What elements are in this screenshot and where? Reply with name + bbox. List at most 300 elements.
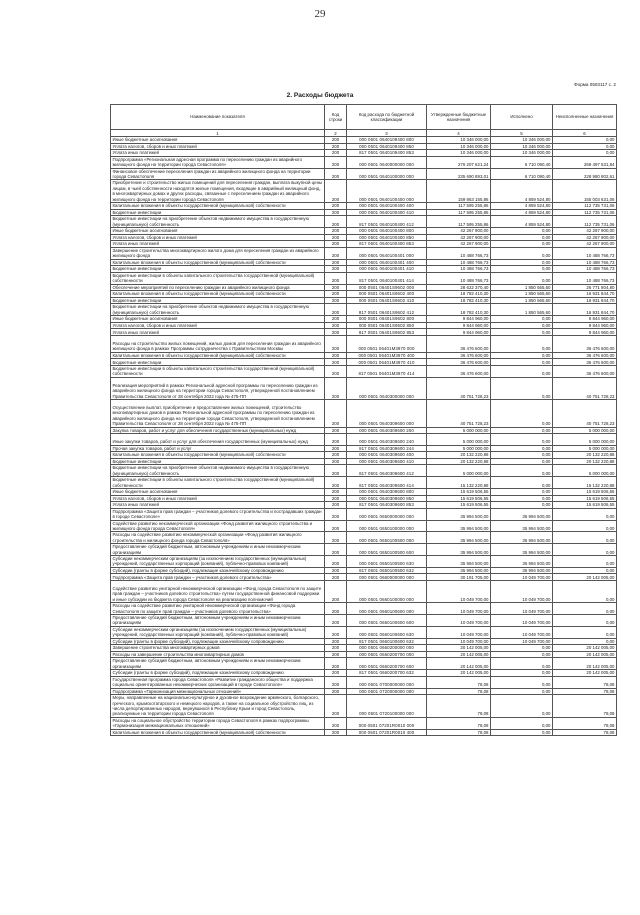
row-approved-cell: 36 476 600,00 [427, 336, 491, 353]
row-class-code-cell: 000 0501 06401S9602 850 [347, 322, 427, 329]
row-class-code-cell: 000 0501 06401S9602 400 [347, 291, 427, 298]
row-executed-cell: 0,00 [491, 452, 553, 459]
col-header-executed: Исполнено [491, 105, 553, 130]
row-approved-cell: 42 267 900,00 [427, 228, 491, 235]
row-unexecuted-cell: 15 132 220,88 [553, 477, 617, 489]
row-name-cell: Бюджетные инвестиции [111, 458, 325, 465]
row-class-code-cell: 000 0501 0640309600 000 [347, 399, 427, 427]
row-unexecuted-cell: 36 476 600,00 [553, 359, 617, 366]
row-approved-cell: 28 622 370,40 [427, 284, 491, 291]
table-row [111, 508, 617, 520]
row-unexecuted-cell: 0,00 [553, 581, 617, 603]
row-approved-cell: 117 595 255,86 [427, 203, 491, 210]
row-code-cell: 200 [325, 495, 347, 502]
row-approved-cell: 5 000 000,00 [427, 427, 491, 434]
row-code-cell: 200 [325, 216, 347, 228]
row-code-cell: 200 [325, 488, 347, 495]
row-unexecuted-cell: 5 000 000,00 [553, 434, 617, 445]
col-header-unexecuted: Неисполненные назначения [553, 105, 617, 130]
row-class-code-cell: 817 0501 0640109400 853 [347, 150, 427, 157]
row-approved-cell: 78,08 [427, 688, 491, 695]
row-unexecuted-cell: 36 476 600,00 [553, 365, 617, 377]
row-executed-cell: 10 049 700,00 [491, 615, 553, 627]
table-body [111, 137, 617, 736]
row-code-cell: 200 [325, 427, 347, 434]
row-unexecuted-cell: 78,08 [553, 688, 617, 695]
row-class-code-cell: 000 0501 0640100400 800 [347, 228, 427, 235]
row-class-code-cell: 000 0501 06401M3970 410 [347, 359, 427, 366]
row-name-cell: Расходы на содействие развитию некоммерческой организации «Фонд развития жилищного строительства и жилищного фонда города Севастополя» [111, 532, 325, 544]
column-number: 4 [427, 130, 491, 137]
row-approved-cell: 5 000 000,00 [427, 445, 491, 452]
row-executed-cell: 6 710 090,40 [491, 168, 553, 180]
table-row [111, 180, 617, 203]
row-code-cell: 200 [325, 445, 347, 452]
row-class-code-cell: 000 0501 0650100500 600 [347, 544, 427, 556]
col-header-name: Наименование показателя [111, 105, 325, 130]
row-name-cell: Субсидии (гранты в форме субсидий), подлежащие казначейскому сопровождению [111, 670, 325, 677]
row-code-cell: 200 [325, 615, 347, 627]
row-class-code-cell: 000 0501 0720100000 000 [347, 695, 427, 718]
column-number: 3 [347, 130, 427, 137]
row-name-cell: Уплата налогов, сборов и иных платежей [111, 234, 325, 241]
row-unexecuted-cell: 0,00 [553, 626, 617, 638]
row-executed-cell: 4 859 524,80 [491, 209, 553, 216]
row-unexecuted-cell: 10 488 766,73 [553, 272, 617, 284]
row-executed-cell: 4 859 524,80 [491, 203, 553, 210]
row-name-cell: Бюджетные инвестиции [111, 359, 325, 366]
row-name-cell: Содействие развитию некоммерческой организации «Фонд развития жилищного строительства и жилищного фонда города Севастополя» [111, 520, 325, 532]
row-code-cell: 200 [325, 688, 347, 695]
row-approved-cell: 9 844 960,00 [427, 316, 491, 323]
row-name-cell: Подпрограмма «Гармонизация межнациональных отношений» [111, 688, 325, 695]
row-executed-cell: 0,00 [491, 359, 553, 366]
row-approved-cell: 36 476 600,00 [427, 352, 491, 359]
row-unexecuted-cell: 0,00 [553, 603, 617, 615]
row-class-code-cell: 000 0501 0660100600 000 [347, 603, 427, 615]
row-approved-cell: 42 267 900,00 [427, 234, 491, 241]
table-row [111, 658, 617, 670]
table-row [111, 209, 617, 216]
row-class-code-cell: 817 0501 0640309600 853 [347, 502, 427, 509]
row-class-code-cell: 000 0501 0660200700 000 [347, 651, 427, 658]
row-name-cell: Завершение строительства многоквартирных домов [111, 645, 325, 652]
row-code-cell: 200 [325, 567, 347, 574]
table-row [111, 717, 617, 729]
table-row [111, 452, 617, 459]
row-executed-cell: 0,00 [491, 651, 553, 658]
row-code-cell: 200 [325, 284, 347, 291]
row-unexecuted-cell: 0,00 [553, 638, 617, 645]
row-name-cell: Государственная программа города Севастополя «Развитие гражданского общества и поддержка социально ориентированных некоммерческих организаций в городе Севастополе» [111, 676, 325, 688]
table-row [111, 156, 617, 168]
row-unexecuted-cell: 78,08 [553, 676, 617, 688]
row-unexecuted-cell: 20 142 005,00 [553, 670, 617, 677]
row-name-cell: Обеспечение мероприятий по переселению граждан из аварийного жилищного фонда [111, 284, 325, 291]
table-row [111, 670, 617, 677]
row-class-code-cell: 000 0501 06401S9602 410 [347, 297, 427, 304]
row-class-code-cell: 000 0501 0640100401 410 [347, 266, 427, 273]
row-approved-cell: 18 782 410,30 [427, 291, 491, 298]
row-class-code-cell: 000 0501 0700000000 000 [347, 676, 427, 688]
row-approved-cell: 235 690 893,01 [427, 168, 491, 180]
row-class-code-cell: 817 0501 0640100400 412 [347, 216, 427, 228]
row-code-cell: 200 [325, 465, 347, 477]
row-name-cell: Бюджетные инвестиции [111, 297, 325, 304]
table-row [111, 399, 617, 427]
row-code-cell: 200 [325, 266, 347, 273]
row-unexecuted-cell: 20 142 005,00 [553, 658, 617, 670]
row-class-code-cell: 000 0501 0640109400 800 [347, 137, 427, 144]
row-name-cell: Предоставление субсидий бюджетным, автономным учреждениям и иным некоммерческим организациям [111, 544, 325, 556]
row-approved-cell: 10 346 000,00 [427, 143, 491, 150]
row-code-cell: 200 [325, 508, 347, 520]
table-row [111, 203, 617, 210]
row-unexecuted-cell: 9 844 960,00 [553, 322, 617, 329]
row-name-cell: Иные бюджетные ассигнования [111, 316, 325, 323]
row-name-cell: Субсидии некоммерческим организациям (за исключением государственных (муниципальных) учреждений, государственных корпораций (компаний), публично-правовых компаний) [111, 556, 325, 568]
row-executed-cell: 0,00 [491, 241, 553, 248]
row-name-cell: Расходы на строительство жилых помещений, жилых домов для переселения граждан из аварийного жилищного фонда в рамках Программы сотрудничества с Правительством Москвы [111, 336, 325, 353]
row-approved-cell: 10 488 766,73 [427, 259, 491, 266]
row-executed-cell: 0,00 [491, 488, 553, 495]
row-unexecuted-cell: 15 619 506,55 [553, 502, 617, 509]
row-executed-cell: 0,00 [491, 336, 553, 353]
row-executed-cell: 0,00 [491, 445, 553, 452]
row-approved-cell: 35 994 500,00 [427, 508, 491, 520]
table-row [111, 567, 617, 574]
row-code-cell: 200 [325, 544, 347, 556]
form-label: Форма 0503117 с. 2 [574, 82, 616, 87]
row-executed-cell: 0,00 [491, 645, 553, 652]
table-row [111, 445, 617, 452]
row-approved-cell: 20 132 220,88 [427, 452, 491, 459]
row-unexecuted-cell: 20 142 005,00 [553, 645, 617, 652]
row-name-cell: Бюджетные инвестиции на приобретение объектов недвижимого имущества в государственную (муниципальную) собственность [111, 216, 325, 228]
row-name-cell: Закупка товаров, работ и услуг для обеспечения государственных (муниципальных) нужд [111, 427, 325, 434]
table-row [111, 465, 617, 477]
row-executed-cell: 0,00 [491, 427, 553, 434]
row-name-cell: Содействие развитию унитарной некоммерческой организации «Фонд города Севастополя по защите прав граждан – участников долевого строительства» путем государственной финансовой поддержки и иные субсидии из бюджета города Севастополя на реализацию полномочий [111, 581, 325, 603]
table-row [111, 272, 617, 284]
row-name-cell: Капитальные вложения в объекты государственной (муниципальной) собственности [111, 352, 325, 359]
row-code-cell: 200 [325, 322, 347, 329]
row-name-cell: Расходы на содействие развитию унитарной некоммерческой организации «Фонд города Севастополя по защите прав граждан – участников долевого строительства» [111, 603, 325, 615]
row-approved-cell: 5 000 000,00 [427, 434, 491, 445]
table-row [111, 434, 617, 445]
row-approved-cell: 9 844 960,00 [427, 322, 491, 329]
row-code-cell: 200 [325, 168, 347, 180]
row-class-code-cell: 000 0501 0640100400 850 [347, 234, 427, 241]
row-name-cell: Бюджетные инвестиции [111, 266, 325, 273]
row-executed-cell: 0,00 [491, 477, 553, 489]
row-approved-cell: 10 049 700,00 [427, 615, 491, 627]
row-approved-cell: 15 619 506,55 [427, 488, 491, 495]
row-code-cell: 200 [325, 377, 347, 399]
row-code-cell: 200 [325, 203, 347, 210]
row-executed-cell: 4 859 524,80 [491, 180, 553, 203]
row-class-code-cell: 000 0501 0650000000 000 [347, 508, 427, 520]
table-row [111, 329, 617, 336]
table-row [111, 234, 617, 241]
row-name-cell: Иные бюджетные ассигнования [111, 488, 325, 495]
row-approved-cell: 20 142 005,00 [427, 670, 491, 677]
row-name-cell: Меры, направленные на национально-культурное и духовное возрождение армянского, болгарского, греческого, крымскотатарского и немецкого народов, а также на социальное обустройство лиц, из числа депортированных народов, вернувшихся в Республику Крым и город Севастополь, реализуемые на территории города Севастополя [111, 695, 325, 718]
row-name-cell: Предоставление субсидий бюджетным, автономным учреждениям и иным некоммерческим организациям [111, 615, 325, 627]
row-class-code-cell: 000 0501 0640100401 400 [347, 259, 427, 266]
row-unexecuted-cell: 112 735 731,06 [553, 209, 617, 216]
row-code-cell: 200 [325, 352, 347, 359]
row-code-cell: 200 [325, 180, 347, 203]
row-executed-cell: 6 710 090,40 [491, 156, 553, 168]
table-row [111, 603, 617, 615]
table-row [111, 150, 617, 157]
row-code-cell: 200 [325, 272, 347, 284]
row-executed-cell: 0,00 [491, 247, 553, 259]
row-class-code-cell: 000 0501 0640100400 400 [347, 203, 427, 210]
row-unexecuted-cell: 20 132 220,88 [553, 458, 617, 465]
row-code-cell: 200 [325, 532, 347, 544]
row-code-cell: 200 [325, 603, 347, 615]
row-code-cell: 200 [325, 143, 347, 150]
row-name-cell: Бюджетные инвестиции на приобретение объектов недвижимого имущества в государственную (муниципальную) собственность [111, 304, 325, 316]
row-name-cell: Уплата налогов, сборов и иных платежей [111, 143, 325, 150]
row-code-cell: 200 [325, 520, 347, 532]
row-name-cell: Уплата налогов, сборов и иных платежей [111, 322, 325, 329]
row-unexecuted-cell: 0,00 [553, 567, 617, 574]
row-name-cell: Уплата иных платежей [111, 241, 325, 248]
row-name-cell: Приобретение и строительство жилых помещений для переселения граждан, выплата выкупной цены лицам, в чьей собственности находятся жилые помещения, входящие в аварийный жилищный фонд, в многоквартирных домах и других расходы, связанные с переселением граждан из аварийного жилищного фонда на территории города Севастополя [111, 180, 325, 203]
row-code-cell: 200 [325, 645, 347, 652]
header-row [111, 105, 617, 130]
row-class-code-cell: 000 0501 0660200700 600 [347, 658, 427, 670]
row-executed-cell: 35 994 500,00 [491, 544, 553, 556]
row-approved-cell: 20 142 005,00 [427, 645, 491, 652]
row-approved-cell: 36 476 600,00 [427, 365, 491, 377]
row-approved-cell: 18 782 410,30 [427, 304, 491, 316]
row-code-cell: 200 [325, 209, 347, 216]
row-executed-cell: 0,00 [491, 695, 553, 718]
row-name-cell: Иные бюджетные ассигнования [111, 137, 325, 144]
row-executed-cell: 1 850 565,60 [491, 291, 553, 298]
row-executed-cell: 10 346 000,00 [491, 143, 553, 150]
row-unexecuted-cell: 16 931 844,70 [553, 304, 617, 316]
row-approved-cell: 35 994 500,00 [427, 520, 491, 532]
row-code-cell: 200 [325, 638, 347, 645]
row-unexecuted-cell: 40 751 728,23 [553, 377, 617, 399]
row-class-code-cell: 000 0501 06401S9602 800 [347, 316, 427, 323]
table-row [111, 427, 617, 434]
row-name-cell: Субсидии (гранты в форме субсидий), подлежащие казначейскому сопровождению [111, 567, 325, 574]
row-class-code-cell: 000 0501 0640309600 240 [347, 434, 427, 445]
row-executed-cell: 0,00 [491, 266, 553, 273]
row-code-cell: 200 [325, 574, 347, 581]
row-class-code-cell: 817 0501 0640100400 853 [347, 241, 427, 248]
row-unexecuted-cell: 42 267 900,00 [553, 241, 617, 248]
row-approved-cell: 40 751 728,23 [427, 377, 491, 399]
table-row [111, 137, 617, 144]
row-class-code-cell: 000 0501 0660100600 630 [347, 626, 427, 638]
row-executed-cell: 0,00 [491, 458, 553, 465]
row-executed-cell: 0,00 [491, 502, 553, 509]
row-executed-cell: 0,00 [491, 234, 553, 241]
row-executed-cell: 0,00 [491, 272, 553, 284]
row-unexecuted-cell: 112 735 731,06 [553, 203, 617, 210]
row-unexecuted-cell: 15 619 506,55 [553, 488, 617, 495]
row-code-cell: 200 [325, 458, 347, 465]
column-number: 5 [491, 130, 553, 137]
table-row [111, 645, 617, 652]
row-name-cell: Уплата иных платежей [111, 150, 325, 157]
row-code-cell: 200 [325, 695, 347, 718]
row-class-code-cell: 000 0501 0660100600 600 [347, 615, 427, 627]
row-approved-cell: 36 476 600,00 [427, 359, 491, 366]
row-unexecuted-cell: 36 476 600,00 [553, 336, 617, 353]
table-row [111, 359, 617, 366]
row-class-code-cell: 817 0501 0640309600 414 [347, 477, 427, 489]
row-approved-cell: 35 994 500,00 [427, 532, 491, 544]
row-code-cell: 200 [325, 297, 347, 304]
row-approved-cell: 18 782 410,30 [427, 297, 491, 304]
expenses-table [110, 104, 617, 736]
row-unexecuted-cell: 0,00 [553, 615, 617, 627]
row-approved-cell: 78,08 [427, 676, 491, 688]
row-unexecuted-cell: 16 931 844,70 [553, 291, 617, 298]
row-class-code-cell: 000 0501 0640309600 400 [347, 452, 427, 459]
row-unexecuted-cell: 16 931 844,70 [553, 297, 617, 304]
table-row [111, 626, 617, 638]
row-class-code-cell: 000 0501 07201R0010 000 [347, 717, 427, 729]
row-approved-cell: 10 346 000,00 [427, 150, 491, 157]
row-approved-cell: 5 000 000,00 [427, 465, 491, 477]
table-row [111, 297, 617, 304]
row-unexecuted-cell: 10 488 766,73 [553, 259, 617, 266]
row-approved-cell: 78,08 [427, 729, 491, 736]
row-class-code-cell: 000 0501 0640109400 850 [347, 143, 427, 150]
row-class-code-cell: 817 0501 0640309600 244 [347, 445, 427, 452]
row-code-cell: 200 [325, 626, 347, 638]
row-executed-cell: 10 049 700,00 [491, 603, 553, 615]
row-approved-cell: 30 191 705,00 [427, 574, 491, 581]
row-name-cell: Подпрограмма «Защита прав граждан – участников долевого строительства» [111, 574, 325, 581]
row-executed-cell: 35 994 500,00 [491, 567, 553, 574]
row-approved-cell: 15 132 220,88 [427, 477, 491, 489]
col-header-approved: Утвержденные бюджетные назначения [427, 105, 491, 130]
row-approved-cell: 20 132 220,88 [427, 458, 491, 465]
row-code-cell: 200 [325, 228, 347, 235]
row-unexecuted-cell: 0,00 [553, 137, 617, 144]
table-row [111, 241, 617, 248]
row-approved-cell: 40 751 728,23 [427, 399, 491, 427]
table-row [111, 259, 617, 266]
row-executed-cell: 0,00 [491, 434, 553, 445]
row-code-cell: 200 [325, 477, 347, 489]
row-code-cell: 200 [325, 304, 347, 316]
row-approved-cell: 10 488 766,73 [427, 266, 491, 273]
row-executed-cell: 35 994 500,00 [491, 532, 553, 544]
row-code-cell: 200 [325, 717, 347, 729]
table-row [111, 688, 617, 695]
table-row [111, 532, 617, 544]
row-class-code-cell: 000 0501 0660200000 000 [347, 645, 427, 652]
row-class-code-cell: 000 0501 0650100500 630 [347, 556, 427, 568]
row-approved-cell: 78,08 [427, 717, 491, 729]
row-executed-cell: 10 049 700,00 [491, 581, 553, 603]
row-approved-cell: 10 049 700,00 [427, 638, 491, 645]
table-row [111, 365, 617, 377]
row-approved-cell: 10 488 766,73 [427, 272, 491, 284]
row-name-cell: Подпрограмма «Защита прав граждан – участников долевого строительства и пострадавших граждан в городе Севастополе» [111, 508, 325, 520]
row-code-cell: 200 [325, 316, 347, 323]
row-class-code-cell: 000 0501 0650100500 000 [347, 532, 427, 544]
row-code-cell: 200 [325, 259, 347, 266]
row-unexecuted-cell: 20 142 005,00 [553, 651, 617, 658]
row-unexecuted-cell: 78,08 [553, 717, 617, 729]
table-row [111, 574, 617, 581]
row-class-code-cell: 000 0501 0640000000 000 [347, 156, 427, 168]
row-name-cell: Уплата иных платежей [111, 502, 325, 509]
row-name-cell: Бюджетные инвестиции на приобретение объектов недвижимого имущества в государственную (муниципальную) собственность [111, 465, 325, 477]
row-name-cell: Прочая закупка товаров, работ и услуг [111, 445, 325, 452]
row-unexecuted-cell: 15 619 506,55 [553, 495, 617, 502]
row-class-code-cell: 000 0501 07201R0010 400 [347, 729, 427, 736]
row-approved-cell: 35 994 500,00 [427, 567, 491, 574]
row-code-cell: 200 [325, 365, 347, 377]
row-code-cell: 200 [325, 291, 347, 298]
row-approved-cell: 117 595 255,86 [427, 216, 491, 228]
table-row [111, 336, 617, 353]
table-row [111, 495, 617, 502]
row-executed-cell: 0,00 [491, 676, 553, 688]
row-approved-cell: 20 142 005,00 [427, 651, 491, 658]
row-executed-cell: 0,00 [491, 352, 553, 359]
row-unexecuted-cell: 5 000 000,00 [553, 465, 617, 477]
table-row [111, 228, 617, 235]
table-row [111, 247, 617, 259]
row-code-cell: 200 [325, 452, 347, 459]
row-class-code-cell: 817 0501 06401M3970 414 [347, 365, 427, 377]
row-executed-cell: 0,00 [491, 316, 553, 323]
row-name-cell: Подпрограмма «Региональная адресная программа по переселению граждан из аварийного жилищного фонда на территории города Севастополя» [111, 156, 325, 168]
row-approved-cell: 35 994 500,00 [427, 556, 491, 568]
row-unexecuted-cell: 0,00 [553, 150, 617, 157]
row-class-code-cell: 000 0501 0640100000 000 [347, 168, 427, 180]
row-executed-cell: 0,00 [491, 365, 553, 377]
table-row [111, 695, 617, 718]
table-row [111, 322, 617, 329]
row-class-code-cell: 817 0501 0660100600 632 [347, 638, 427, 645]
row-code-cell: 200 [325, 670, 347, 677]
row-unexecuted-cell: 0,00 [553, 556, 617, 568]
row-unexecuted-cell: 9 844 960,00 [553, 316, 617, 323]
row-code-cell: 200 [325, 247, 347, 259]
row-name-cell: Завершение строительства многоквартирного жилого дома для переселения граждан из аварийного жилищного фонда [111, 247, 325, 259]
row-name-cell: Финансовое обеспечение переселения граждан из аварийного жилищного фонда на территории города Севастополя [111, 168, 325, 180]
row-executed-cell: 0,00 [491, 322, 553, 329]
table-row [111, 291, 617, 298]
row-name-cell: Осуществление выплат, приобретение и предоставление жилых помещений, строительство многоквартирных домов в рамках Региональной адресной программы по переселению граждан из аварийного жилищного фонда на территории города Севастополя, утвержденной постановлением Правительства Севастополя от 28 сентября 2022 года № 475-ПП [111, 399, 325, 427]
table-row [111, 304, 617, 316]
row-executed-cell: 0,00 [491, 465, 553, 477]
row-class-code-cell: 000 0501 0640309600 850 [347, 495, 427, 502]
row-code-cell: 200 [325, 336, 347, 353]
row-approved-cell: 42 267 900,00 [427, 241, 491, 248]
row-unexecuted-cell: 20 142 005,00 [553, 574, 617, 581]
row-code-cell: 200 [325, 241, 347, 248]
section-title: 2. Расходы бюджета [286, 92, 354, 99]
row-code-cell: 200 [325, 150, 347, 157]
row-name-cell: Реализация мероприятий в рамках Региональной адресной программы по переселению граждан из аварийного жилищного фонда на территории города Севастополя, утвержденной постановлением Правительства Севастополя от 28 сентября 2022 года № 475-ПП [111, 377, 325, 399]
